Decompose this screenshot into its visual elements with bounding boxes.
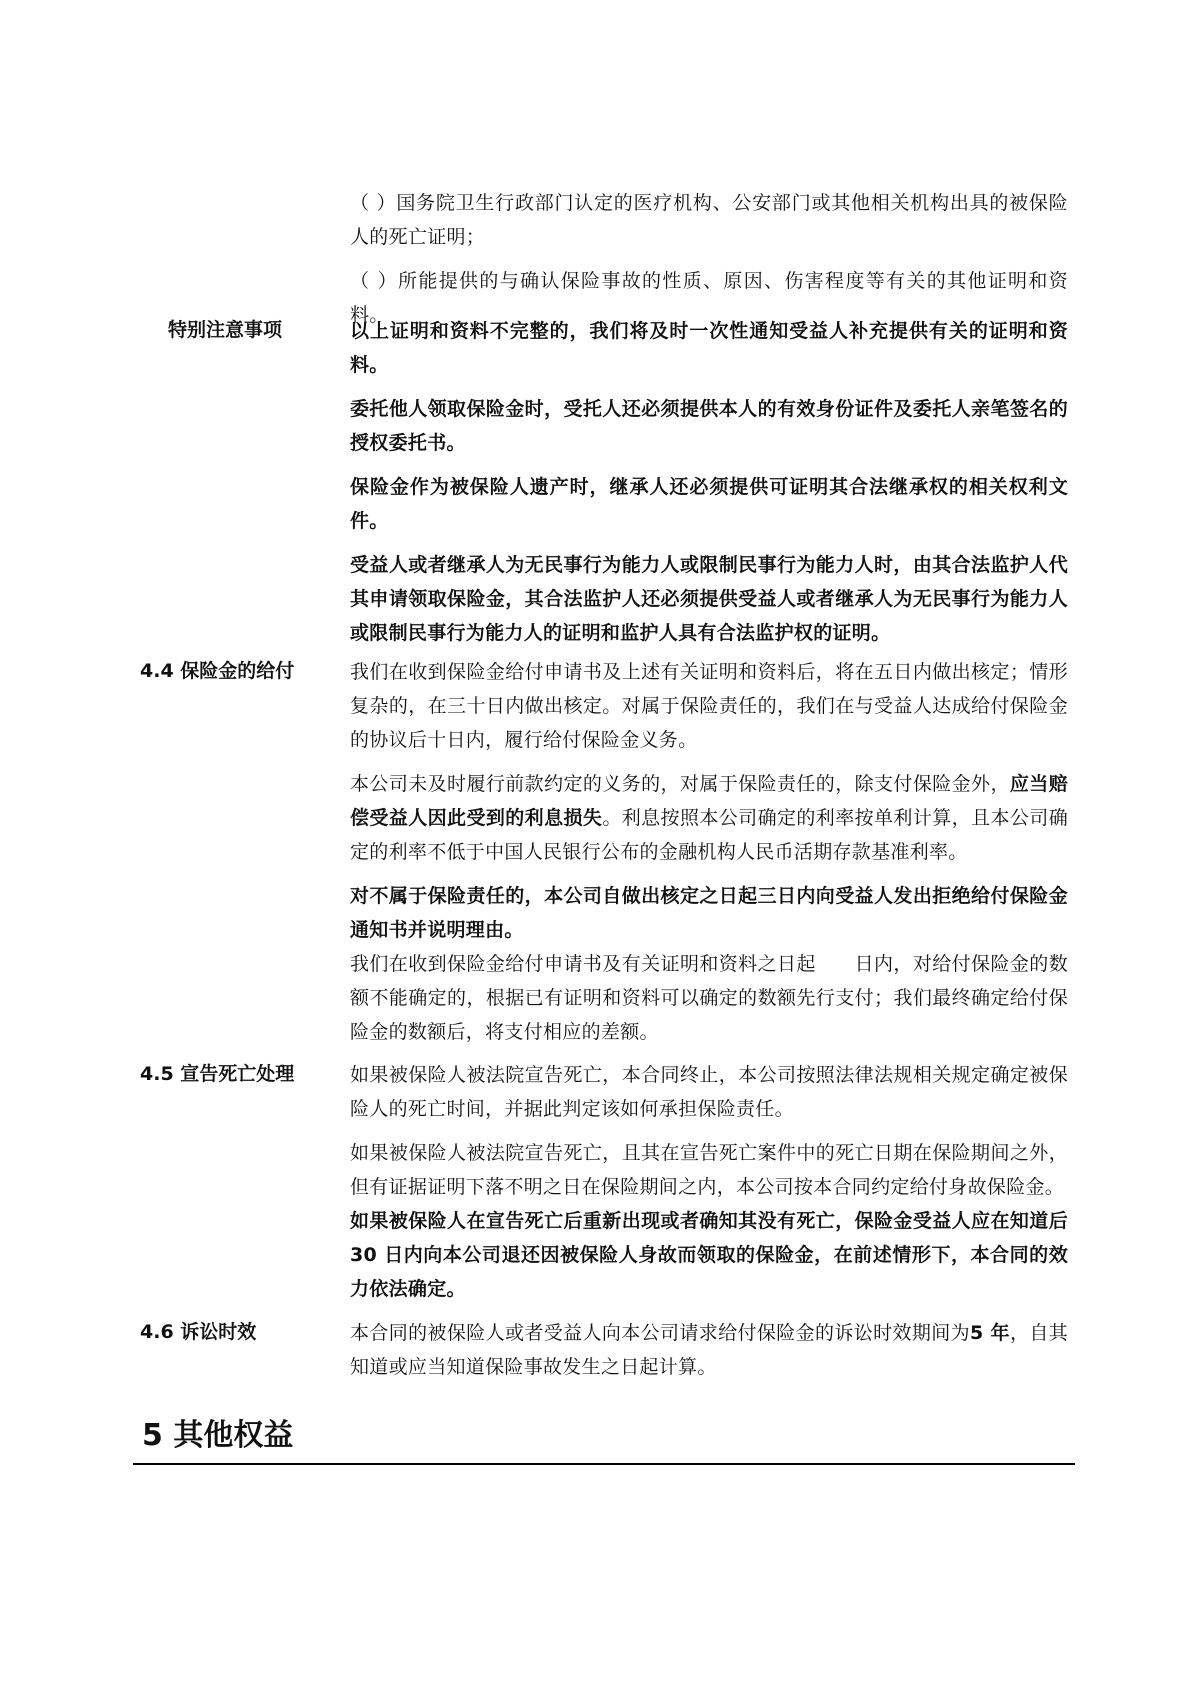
special-notice-content — [350, 314, 1068, 660]
section-4-6-label: 4.6 诉讼时效 — [140, 1321, 257, 1343]
section-4-6-content — [350, 1316, 1068, 1394]
paragraph: 我们在收到保险金给付申请书及上述有关证明和资料后，将在五日内做出核定；情形复杂的，在三十日内做出核定。对属于保险责任的，我们在与受益人达成给付保险金的协议后十日内，履行给付保险金义务。 — [350, 661, 1068, 751]
section-4-4-label: 4.4 保险金的给付 — [140, 660, 295, 682]
paragraph: 如果被保险人在宣告死亡后重新出现或者确知其没有死亡，保险金受益人应在知道后 30 日内向本公司退还因被保险人身故而领取的保险金，在前述情形下，本合同的效力依法确定。 — [350, 1210, 1068, 1300]
paragraph: 对不属于保险责任的，本公司自做出核定之日起三日内向受益人发出拒绝给付保险金通知书并说明理由。 — [350, 885, 1068, 941]
notice-paragraph: 保险金作为被保险人遗产时，继承人还必须提供可证明其合法继承权的相关权利文件。 — [350, 476, 1068, 532]
section-4-5-content — [350, 1058, 1068, 1316]
special-notice-label: 特别注意事项 — [167, 319, 282, 341]
text-run: ，自其知道或应当知道保险事故发生之日起计算。 — [350, 1322, 1068, 1378]
section-4-4-content — [350, 655, 1068, 1059]
text-run: 本公司未及时履行前款约定的义务的，对属于保险责任的，除支付保险金外， — [350, 773, 1010, 795]
notice-paragraph: 以上证明和资料不完整的，我们将及时一次性通知受益人补充提供有关的证明和资料。 — [350, 320, 1068, 376]
section-5-title: 5 其他权益 — [142, 1418, 294, 1453]
notice-paragraph: 受益人或者继承人为无民事行为能力人或限制民事行为能力人时，由其合法监护人代其申请领取保险金，其合法监护人还必须提供受益人或者继承人为无民事行为能力人或限制民事行为能力人的证明和监护人具有合法监护权的证明。 — [350, 554, 1068, 644]
notice-paragraph: 委托他人领取保险金时，受托人还必须提供本人的有效身份证件及委托人亲笔签名的授权委托书。 — [350, 398, 1068, 454]
paragraph: 如果被保险人被法院宣告死亡，本合同终止，本公司按照法律法规相关规定确定被保险人的死亡时间，并据此判定该如何承担保险责任。 — [350, 1064, 1068, 1120]
list-item: （ ）所能提供的与确认保险事故的性质、原因、伤害程度等有关的其他证明和资料。 — [350, 270, 1068, 326]
bold-run: 应当赔偿受益人因此受到的利息损失 — [350, 773, 1069, 829]
paragraph — [350, 1316, 1068, 1384]
text-run: 。利息按照本公司确定的利率按单利计算，且本公司确定的利率不低于中国人民银行公布的金融机构人民币活期存款基准利率。 — [350, 807, 1068, 863]
section-divider — [133, 1463, 1075, 1465]
paragraph — [350, 767, 1068, 869]
list-item: （ ）国务院卫生行政部门认定的医疗机构、公安部门或其他相关机构出具的被保险人的死亡证明； — [350, 192, 1068, 248]
paragraph: 我们在收到保险金给付申请书及有关证明和资料之日起 日内，对给付保险金的数额不能确定的，根据已有证明和资料可以确定的数额先行支付；我们最终确定给付保险金的数额后，将支付相应的差额。 — [350, 953, 1068, 1043]
bold-run: 5 年 — [970, 1322, 1010, 1344]
text-run: 本合同的被保险人或者受益人向本公司请求给付保险金的诉讼时效期间为 — [350, 1322, 971, 1344]
section-4-5-label: 4.5 宣告死亡处理 — [140, 1063, 295, 1085]
paragraph: 如果被保险人被法院宣告死亡，且其在宣告死亡案件中的死亡日期在保险期间之外，但有证据证明下落不明之日在保险期间之内，本公司按本合同约定给付身故保险金。 — [350, 1142, 1068, 1198]
